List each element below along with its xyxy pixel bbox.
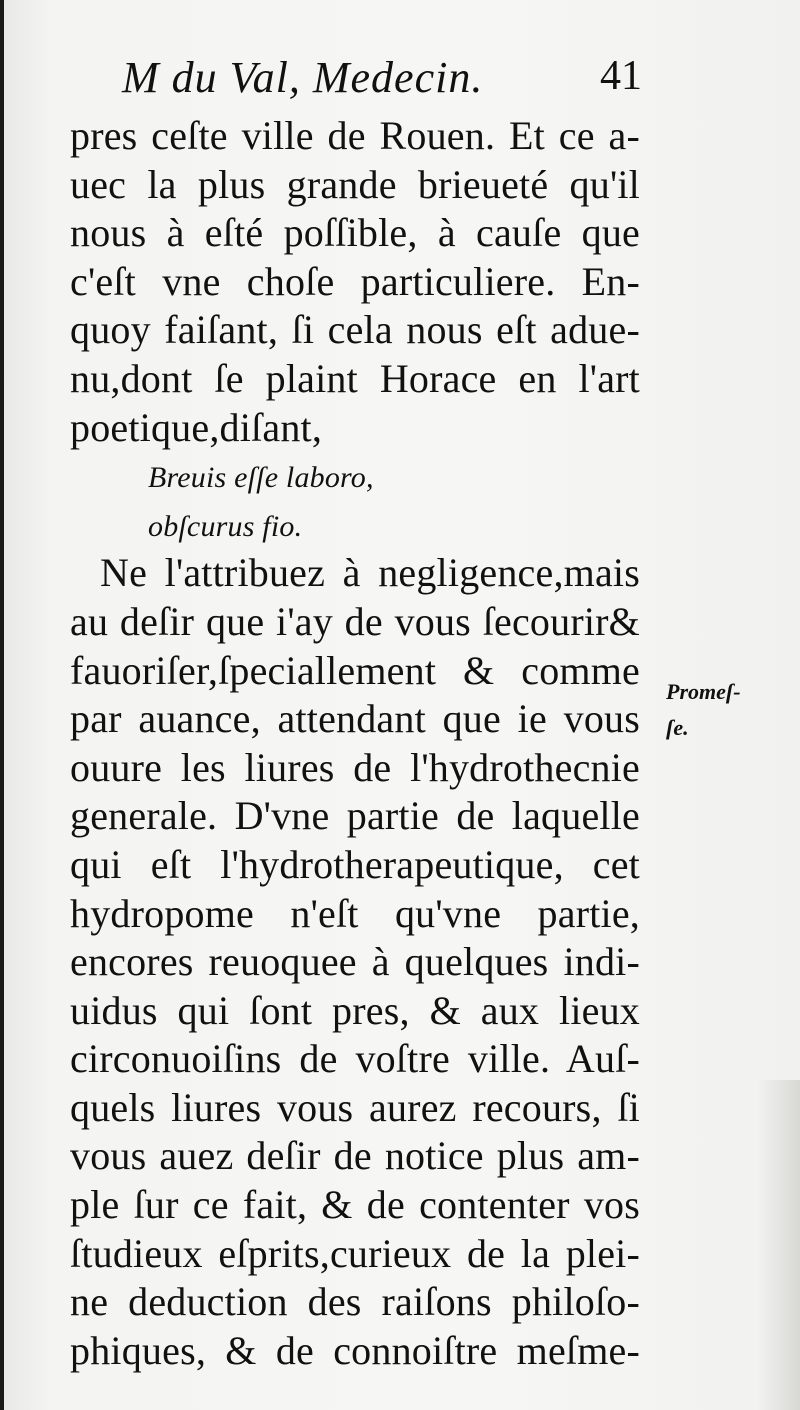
book-page bbox=[4, 0, 800, 1410]
margin-note-line: Promeſ- bbox=[666, 679, 741, 704]
page-edge-stain bbox=[758, 1080, 800, 1410]
text-line: Ne l'attribuez à negligence,mais bbox=[100, 550, 640, 596]
text-line: nu,dont ſe plaint Horace en l'art bbox=[70, 355, 640, 401]
text-line: ple ſur ce fait, & de contenter vos bbox=[70, 1182, 640, 1228]
text-line: quoy faiſant, ſi cela nous eſt adue- bbox=[70, 307, 640, 353]
text-line: uec la plus grande brieueté qu'il bbox=[70, 161, 640, 207]
text-line: par auance, attendant que ie vous bbox=[70, 696, 640, 742]
text-line: nous à eſté poſſible, à cauſe que bbox=[70, 210, 640, 256]
text-line: au deſir que i'ay de vous ſecourir& bbox=[70, 598, 640, 644]
text-line: generale. D'vne partie de laquelle bbox=[70, 793, 640, 839]
text-line: qui eſt l'hydrotherapeutique, cet bbox=[70, 841, 640, 887]
text-line: pres ceſte ville de Rouen. Et ce a- bbox=[70, 113, 640, 158]
page-number: 41 bbox=[600, 53, 642, 99]
text-line: hydropome n'eſt qu'vne partie, bbox=[70, 890, 640, 936]
quote-line: Breuis eſſe laboro, bbox=[148, 461, 374, 495]
margin-note bbox=[666, 674, 741, 746]
margin-note-line: ſe. bbox=[666, 715, 689, 740]
text-line: vous auez deſir de notice plus am- bbox=[70, 1133, 640, 1179]
running-title: M du Val, Medecin. bbox=[122, 53, 484, 102]
text-line: ouure les liures de l'hydrothecnie bbox=[70, 744, 640, 790]
text-line: ne deduction des raiſons philoſo- bbox=[70, 1279, 640, 1325]
text-line: phiques, & de connoiſtre meſme- bbox=[70, 1327, 640, 1373]
text-line: circonuoiſins de voſtre ville. Auſ- bbox=[70, 1036, 640, 1082]
text-line: encores reuoquee à quelques indi- bbox=[70, 939, 640, 985]
text-line: poetique,diſant, bbox=[70, 404, 323, 450]
text-line: uidus qui ſont pres, & aux lieux bbox=[70, 987, 640, 1033]
page-header bbox=[122, 52, 642, 112]
quote-line: obſcurus fio. bbox=[148, 509, 303, 543]
text-line: ſtudieux eſprits,curieux de la plei- bbox=[70, 1230, 640, 1276]
body-text bbox=[70, 112, 640, 1375]
text-line: c'eſt vne choſe particuliere. En- bbox=[70, 258, 640, 304]
text-line: quels liures vous aurez recours, ſi bbox=[70, 1084, 640, 1130]
text-line: fauoriſer,ſpeciallement & comme bbox=[70, 647, 640, 693]
